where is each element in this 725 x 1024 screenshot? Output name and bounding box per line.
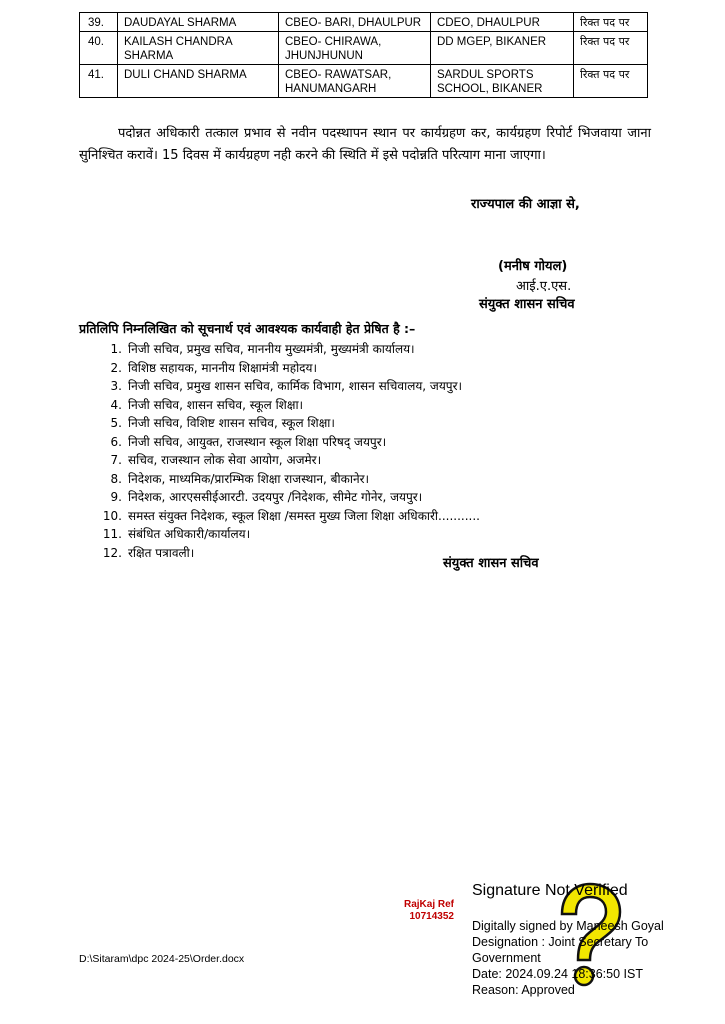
signature-line: Designation : Joint Secretary To	[472, 935, 649, 949]
file-path: D:\Sitaram\dpc 2024-25\Order.docx	[79, 953, 245, 965]
list-item-number: 12.	[102, 545, 122, 560]
table-row	[80, 65, 648, 98]
list-item-text: निजी सचिव, प्रमुख शासन सचिव, कार्मिक विभाग, शासन सचिवालय, जयपुर।	[128, 379, 463, 393]
posting-status: रिक्त पद पर	[574, 65, 648, 98]
signature-status: Signature Not Verified	[472, 882, 628, 899]
list-item	[100, 433, 570, 452]
list-item-text: निजी सचिव, प्रमुख सचिव, माननीय मुख्यमंत्री, मुख्यमंत्री कार्यालय।	[128, 342, 415, 356]
list-item-text: निदेशक, माध्यमिक/प्रारम्भिक शिक्षा राजस्थान, बीकानेर।	[128, 471, 370, 486]
list-item-number: 1.	[110, 342, 122, 356]
list-item-text: रक्षित पत्रावली।	[128, 545, 195, 560]
new-posting: DD MGEP, BIKANER	[431, 32, 574, 65]
signature-line: Reason: Approved	[472, 983, 575, 997]
list-item-text: सचिव, राजस्थान लोक सेवा आयोग, अजमेर।	[128, 453, 322, 467]
current-post: CBEO- BARI, DHAULPUR	[279, 13, 431, 32]
signatory-service: आई.ए.एस.	[516, 279, 572, 294]
signature-details	[472, 918, 712, 998]
list-item	[100, 488, 570, 507]
officer-name: DULI CHAND SHARMA	[118, 65, 279, 98]
signatory-designation: संयुक्त शासन सचिव	[479, 297, 575, 312]
list-item	[100, 470, 570, 489]
copy-recipient-list	[100, 340, 570, 562]
list-item-text: विशिष्ठ सहायक, माननीय शिक्षामंत्री महोदय।	[128, 360, 318, 375]
rajkaj-ref-label: RajKaj Ref	[403, 899, 454, 910]
list-item	[100, 377, 570, 396]
list-item	[100, 396, 570, 415]
list-item	[100, 451, 570, 470]
list-item-number: 4.	[110, 397, 122, 412]
table-row	[80, 13, 648, 32]
new-posting: SARDUL SPORTS SCHOOL, BIKANER	[431, 65, 574, 98]
list-item	[100, 359, 570, 378]
signature-line: Date: 2024.09.24 18:36:50 IST	[472, 967, 643, 981]
copy-to-heading: प्रतिलिपि निम्नलिखित को सूचनार्थ एवं आवश्यक कार्यवाही हेत प्रेषित है :–	[79, 321, 416, 336]
posting-table	[79, 12, 648, 98]
list-item-number: 8.	[110, 471, 122, 486]
list-item-number: 2.	[110, 360, 122, 375]
list-item-text: निदेशक, आरएससीईआरटी. उदयपुर /निदेशक, सीमेट गोनेर, जयपुर।	[128, 490, 423, 504]
list-item-text: समस्त संयुक्त निदेशक, स्कूल शिक्षा /समस्त मुख्य जिला शिक्षा अधिकारी...........	[128, 508, 480, 523]
row-number: 41.	[80, 65, 118, 98]
list-item-number: 9.	[110, 490, 122, 504]
rajkaj-ref	[378, 899, 454, 923]
row-number: 39.	[80, 13, 118, 32]
list-item	[100, 525, 570, 544]
list-item-text: निजी सचिव, आयुक्त, राजस्थान स्कूल शिक्षा परिषद् जयपुर।	[128, 434, 387, 449]
current-post: CBEO- CHIRAWA, JHUNJHUNUN	[279, 32, 431, 65]
signature-line: Government	[472, 951, 541, 965]
by-order-line: राज्यपाल की आज्ञा से,	[471, 197, 580, 212]
row-number: 40.	[80, 32, 118, 65]
officer-name: DAUDAYAL SHARMA	[118, 13, 279, 32]
joining-instruction: पदोन्नत अधिकारी तत्काल प्रभाव से नवीन पदस्थापन स्थान पर कार्यग्रहण कर, कार्यग्रहण रिपोर्ट भिजवाया जाना सुनिश्चित करावें। 15 दिवस में कार्यग्रहण नही करने की स्थिति में इसे पदोन्नति परित्याग माना जाएगा।	[79, 126, 651, 163]
list-item	[100, 507, 570, 526]
signatory-name: (मनीष गोयल)	[498, 259, 568, 274]
list-item-text: संबंधित अधिकारी/कार्यालय।	[128, 527, 251, 541]
list-item-number: 3.	[110, 379, 122, 393]
list-item	[100, 414, 570, 433]
list-item-number: 11.	[102, 527, 122, 541]
list-item-text: निजी सचिव, विशिष्ट शासन सचिव, स्कूल शिक्षा।	[128, 416, 335, 430]
signature-line: Digitally signed by Maneesh Goyal	[472, 919, 664, 933]
posting-status: रिक्त पद पर	[574, 13, 648, 32]
list-item-number: 7.	[110, 453, 122, 467]
list-item-number: 10.	[102, 508, 122, 523]
current-post: CBEO- RAWATSAR, HANUMANGARH	[279, 65, 431, 98]
posting-status: रिक्त पद पर	[574, 32, 648, 65]
list-item-number: 6.	[110, 434, 122, 449]
rajkaj-ref-number: 10714352	[409, 911, 454, 922]
list-item-number: 5.	[110, 416, 122, 430]
closing-designation: संयुक्त शासन सचिव	[443, 556, 539, 571]
list-item	[100, 340, 570, 359]
officer-name: KAILASH CHANDRA SHARMA	[118, 32, 279, 65]
new-posting: CDEO, DHAULPUR	[431, 13, 574, 32]
list-item-text: निजी सचिव, शासन सचिव, स्कूल शिक्षा।	[128, 397, 304, 412]
table-row	[80, 32, 648, 65]
